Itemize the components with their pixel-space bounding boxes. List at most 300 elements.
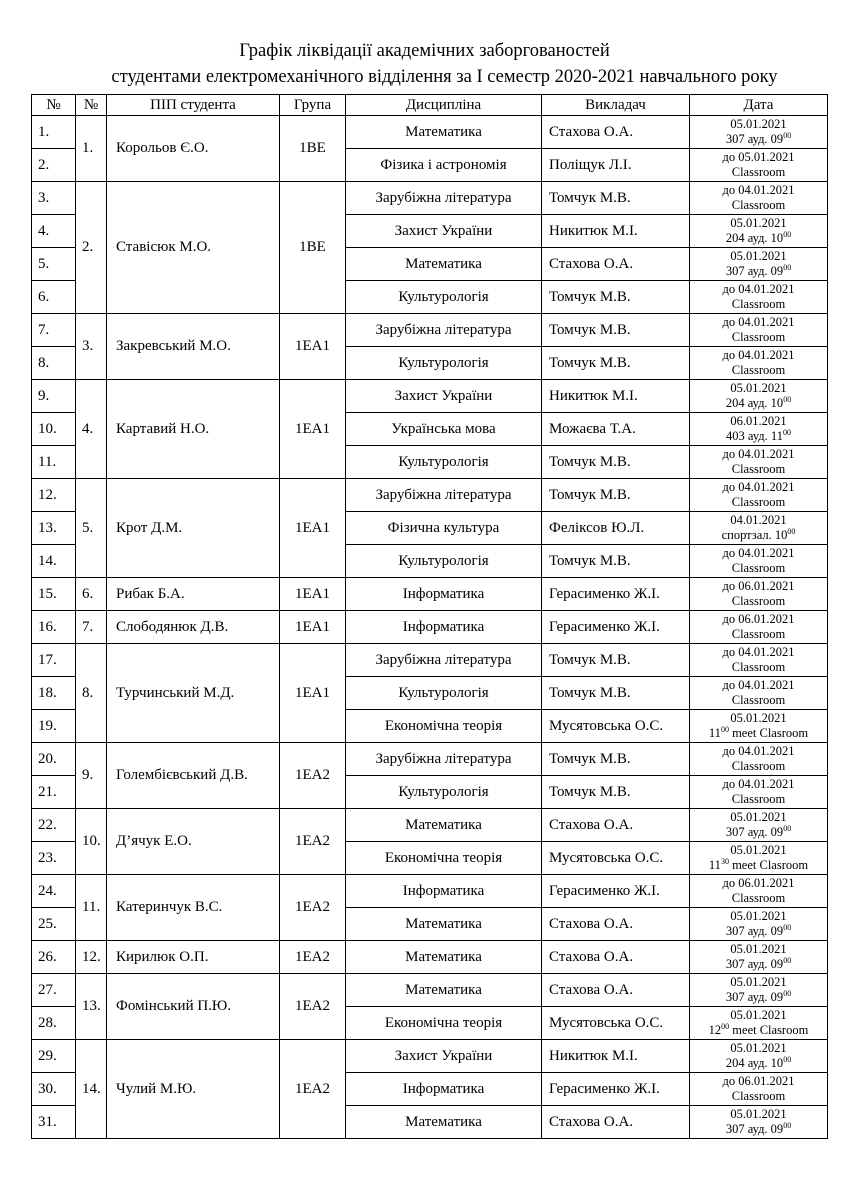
row-number-cell: 3.	[32, 182, 76, 215]
header-teacher: Викладач	[542, 95, 690, 116]
row-number-cell: 18.	[32, 677, 76, 710]
table-header-row	[32, 95, 828, 116]
header-group: Група	[280, 95, 346, 116]
row-number-cell: 11.	[32, 446, 76, 479]
group-cell: 1ЕА2	[280, 1040, 346, 1139]
date-detail-line	[690, 1089, 827, 1104]
date-detail-text: Classroom	[731, 297, 786, 311]
group-cell: 1ВЕ	[280, 182, 346, 314]
teacher-cell: Никитюк М.І.	[542, 215, 690, 248]
date-detail-text: 307 ауд. 09	[725, 924, 784, 938]
date-line: 05.01.2021	[730, 1041, 787, 1055]
row-number-cell: 1.	[32, 116, 76, 149]
date-detail-text: 307 ауд. 09	[725, 264, 784, 278]
date-detail-line	[690, 792, 827, 807]
date-cell	[690, 578, 828, 611]
date-detail-line	[690, 198, 827, 213]
date-cell	[690, 314, 828, 347]
date-cell	[690, 248, 828, 281]
date-detail-text: Classroom	[731, 792, 786, 806]
date-line: до 04.01.2021	[722, 282, 795, 296]
date-cell	[690, 545, 828, 578]
teacher-cell: Мусятовська О.С.	[542, 842, 690, 875]
date-line: до 05.01.2021	[722, 150, 795, 164]
row-number-cell: 14.	[32, 545, 76, 578]
date-line: 05.01.2021	[730, 117, 787, 131]
date-cell	[690, 875, 828, 908]
date-detail-text: Classroom	[731, 759, 786, 773]
time-minutes: 00	[783, 824, 792, 833]
date-detail-line	[690, 594, 827, 609]
time-minutes: 00	[783, 230, 792, 239]
group-cell: 1ЕА2	[280, 974, 346, 1040]
group-cell: 1ЕА2	[280, 941, 346, 974]
row-number-cell: 28.	[32, 1007, 76, 1040]
date-line: до 04.01.2021	[722, 744, 795, 758]
discipline-cell: Захист України	[346, 380, 542, 413]
group-cell: 1ЕА1	[280, 578, 346, 611]
date-detail-line	[690, 1023, 827, 1038]
discipline-cell: Математика	[346, 248, 542, 281]
row-number-cell: 16.	[32, 611, 76, 644]
date-cell	[690, 479, 828, 512]
group-cell: 1ЕА2	[280, 875, 346, 941]
date-cell	[690, 182, 828, 215]
date-line: до 04.01.2021	[722, 645, 795, 659]
date-detail-line	[690, 660, 827, 675]
group-cell: 1ЕА1	[280, 380, 346, 479]
date-detail-line	[690, 693, 827, 708]
date-detail-text: 307 ауд. 09	[725, 957, 784, 971]
time-minutes: 00	[783, 989, 792, 998]
teacher-cell: Томчук М.В.	[542, 644, 690, 677]
teacher-cell: Стахова О.А.	[542, 941, 690, 974]
teacher-cell: Томчук М.В.	[542, 314, 690, 347]
row-number-cell: 5.	[32, 248, 76, 281]
date-detail-text: Classroom	[731, 594, 786, 608]
date-cell	[690, 413, 828, 446]
row-number-cell: 22.	[32, 809, 76, 842]
group-cell: 1ЕА1	[280, 611, 346, 644]
date-detail-line	[690, 132, 827, 147]
table-row	[32, 479, 828, 512]
date-detail-text: спортзал. 10	[721, 528, 788, 542]
table-row	[32, 182, 828, 215]
discipline-cell: Культурологія	[346, 446, 542, 479]
discipline-cell: Математика	[346, 809, 542, 842]
table-row	[32, 1040, 828, 1073]
table-row	[32, 611, 828, 644]
table-row	[32, 941, 828, 974]
date-cell	[690, 380, 828, 413]
teacher-cell: Томчук М.В.	[542, 776, 690, 809]
header-row-number: №	[32, 95, 76, 116]
date-cell	[690, 116, 828, 149]
table-row	[32, 974, 828, 1007]
date-detail-line	[690, 264, 827, 279]
row-number-cell: 7.	[32, 314, 76, 347]
date-detail-text: 307 ауд. 09	[725, 825, 784, 839]
date-line: до 06.01.2021	[722, 612, 795, 626]
date-detail-suffix: meet Clasroom	[728, 858, 809, 872]
student-number-cell: 1.	[76, 116, 107, 182]
teacher-cell: Томчук М.В.	[542, 347, 690, 380]
discipline-cell: Культурологія	[346, 677, 542, 710]
date-detail-line	[690, 858, 827, 873]
student-name-cell: Фомінський П.Ю.	[107, 974, 280, 1040]
date-cell	[690, 644, 828, 677]
date-detail-text: 12	[708, 1023, 722, 1037]
date-detail-text: 204 ауд. 10	[725, 1056, 784, 1070]
row-number-cell: 2.	[32, 149, 76, 182]
student-number-cell: 11.	[76, 875, 107, 941]
table-row	[32, 314, 828, 347]
date-detail-text: Classroom	[731, 1089, 786, 1103]
teacher-cell: Томчук М.В.	[542, 743, 690, 776]
date-cell	[690, 1073, 828, 1106]
date-detail-line	[690, 726, 827, 741]
date-detail-line	[690, 165, 827, 180]
teacher-cell: Стахова О.А.	[542, 974, 690, 1007]
student-name-cell: Слободянюк Д.В.	[107, 611, 280, 644]
discipline-cell: Математика	[346, 116, 542, 149]
discipline-cell: Культурологія	[346, 776, 542, 809]
teacher-cell: Мусятовська О.С.	[542, 1007, 690, 1040]
date-line: 05.01.2021	[730, 942, 787, 956]
date-detail-text: Classroom	[731, 462, 786, 476]
teacher-cell: Стахова О.А.	[542, 908, 690, 941]
date-line: 05.01.2021	[730, 975, 787, 989]
group-cell: 1ЕА2	[280, 743, 346, 809]
discipline-cell: Захист України	[346, 1040, 542, 1073]
date-line: 05.01.2021	[730, 216, 787, 230]
table-body	[32, 116, 828, 1139]
table-row	[32, 875, 828, 908]
student-name-cell: Катеринчук В.С.	[107, 875, 280, 941]
date-cell	[690, 974, 828, 1007]
date-detail-line	[690, 528, 827, 543]
row-number-cell: 12.	[32, 479, 76, 512]
discipline-cell: Математика	[346, 908, 542, 941]
student-name-cell: Корольов Є.О.	[107, 116, 280, 182]
date-cell	[690, 446, 828, 479]
row-number-cell: 30.	[32, 1073, 76, 1106]
time-minutes: 00	[783, 263, 792, 272]
schedule-table	[31, 94, 828, 1139]
teacher-cell: Поліщук Л.І.	[542, 149, 690, 182]
teacher-cell: Герасименко Ж.І.	[542, 1073, 690, 1106]
teacher-cell: Томчук М.В.	[542, 545, 690, 578]
teacher-cell: Стахова О.А.	[542, 116, 690, 149]
date-detail-text: 11	[708, 726, 721, 740]
teacher-cell: Стахова О.А.	[542, 248, 690, 281]
header-student-number: №	[76, 95, 107, 116]
discipline-cell: Економічна теорія	[346, 842, 542, 875]
date-cell	[690, 215, 828, 248]
time-minutes: 00	[783, 923, 792, 932]
date-detail-line	[690, 297, 827, 312]
teacher-cell: Герасименко Ж.І.	[542, 875, 690, 908]
date-detail-line	[690, 990, 827, 1005]
date-cell	[690, 1040, 828, 1073]
date-line: до 04.01.2021	[722, 183, 795, 197]
row-number-cell: 24.	[32, 875, 76, 908]
header-student-name: ПІП студента	[107, 95, 280, 116]
student-number-cell: 13.	[76, 974, 107, 1040]
student-number-cell: 7.	[76, 611, 107, 644]
document-title-line1: Графік ліквідації академічних заборгованостей	[239, 41, 610, 61]
date-detail-text: Classroom	[731, 330, 786, 344]
student-number-cell: 2.	[76, 182, 107, 314]
time-minutes: 00	[782, 428, 791, 437]
date-line: 05.01.2021	[730, 810, 787, 824]
header-date: Дата	[690, 95, 828, 116]
row-number-cell: 21.	[32, 776, 76, 809]
date-detail-line	[690, 759, 827, 774]
date-detail-text: 307 ауд. 09	[725, 1122, 784, 1136]
student-name-cell: Д’ячук Е.О.	[107, 809, 280, 875]
student-number-cell: 9.	[76, 743, 107, 809]
date-detail-line	[690, 363, 827, 378]
time-minutes: 00	[783, 1055, 792, 1064]
date-detail-text: 204 ауд. 10	[725, 231, 784, 245]
date-cell	[690, 281, 828, 314]
date-cell	[690, 776, 828, 809]
date-line: 05.01.2021	[730, 711, 787, 725]
row-number-cell: 9.	[32, 380, 76, 413]
date-detail-text: 11	[708, 858, 721, 872]
date-detail-line	[690, 891, 827, 906]
date-cell	[690, 347, 828, 380]
time-minutes: 00	[783, 956, 792, 965]
discipline-cell: Зарубіжна література	[346, 314, 542, 347]
date-cell	[690, 941, 828, 974]
date-cell	[690, 677, 828, 710]
student-number-cell: 4.	[76, 380, 107, 479]
group-cell: 1ЕА1	[280, 644, 346, 743]
date-detail-line	[690, 561, 827, 576]
date-detail-text: 307 ауд. 09	[725, 132, 784, 146]
discipline-cell: Культурологія	[346, 281, 542, 314]
discipline-cell: Математика	[346, 974, 542, 1007]
date-detail-line	[690, 429, 827, 444]
date-cell	[690, 809, 828, 842]
teacher-cell: Томчук М.В.	[542, 182, 690, 215]
date-detail-text: 307 ауд. 09	[725, 990, 784, 1004]
group-cell: 1ЕА1	[280, 479, 346, 578]
date-detail-text: Classroom	[731, 891, 786, 905]
table-row	[32, 116, 828, 149]
date-line: 05.01.2021	[730, 381, 787, 395]
discipline-cell: Інформатика	[346, 578, 542, 611]
table-row	[32, 743, 828, 776]
date-line: до 04.01.2021	[722, 480, 795, 494]
discipline-cell: Економічна теорія	[346, 710, 542, 743]
student-number-cell: 12.	[76, 941, 107, 974]
discipline-cell: Інформатика	[346, 875, 542, 908]
student-name-cell: Картавий Н.О.	[107, 380, 280, 479]
date-detail-line	[690, 396, 827, 411]
student-name-cell: Закревський М.О.	[107, 314, 280, 380]
teacher-cell: Стахова О.А.	[542, 809, 690, 842]
discipline-cell: Культурологія	[346, 545, 542, 578]
table-row	[32, 380, 828, 413]
time-minutes: 00	[783, 1121, 792, 1130]
student-number-cell: 6.	[76, 578, 107, 611]
row-number-cell: 25.	[32, 908, 76, 941]
date-line: 05.01.2021	[730, 909, 787, 923]
teacher-cell: Никитюк М.І.	[542, 1040, 690, 1073]
teacher-cell: Томчук М.В.	[542, 281, 690, 314]
time-minutes: 00	[787, 527, 796, 536]
date-line: до 06.01.2021	[722, 579, 795, 593]
discipline-cell: Фізична культура	[346, 512, 542, 545]
date-line: до 04.01.2021	[722, 447, 795, 461]
date-line: 05.01.2021	[730, 249, 787, 263]
student-number-cell: 3.	[76, 314, 107, 380]
table-row	[32, 578, 828, 611]
date-line: до 04.01.2021	[722, 678, 795, 692]
time-minutes: 00	[783, 395, 792, 404]
row-number-cell: 15.	[32, 578, 76, 611]
discipline-cell: Фізика і астрономія	[346, 149, 542, 182]
date-detail-text: Classroom	[731, 561, 786, 575]
date-detail-text: Classroom	[731, 627, 786, 641]
student-name-cell: Чулий М.Ю.	[107, 1040, 280, 1139]
date-detail-line	[690, 1122, 827, 1137]
date-cell	[690, 611, 828, 644]
date-detail-text: Classroom	[731, 165, 786, 179]
discipline-cell: Економічна теорія	[346, 1007, 542, 1040]
discipline-cell: Українська мова	[346, 413, 542, 446]
date-cell	[690, 149, 828, 182]
document-title-line2: студентами електромеханічного відділення за I семестр 2020-2021 навчального року	[111, 67, 778, 87]
date-line: 05.01.2021	[730, 1008, 787, 1022]
date-detail-text: Classroom	[731, 693, 786, 707]
date-detail-line	[690, 495, 827, 510]
date-detail-suffix: meet Clasroom	[729, 1023, 809, 1037]
row-number-cell: 27.	[32, 974, 76, 1007]
date-detail-text: Classroom	[731, 363, 786, 377]
student-name-cell: Голембієвський Д.В.	[107, 743, 280, 809]
date-line: до 04.01.2021	[722, 777, 795, 791]
row-number-cell: 10.	[32, 413, 76, 446]
time-minutes: 30	[720, 857, 729, 866]
discipline-cell: Зарубіжна література	[346, 182, 542, 215]
student-number-cell: 5.	[76, 479, 107, 578]
date-line: до 06.01.2021	[722, 1074, 795, 1088]
date-detail-line	[690, 1056, 827, 1071]
date-detail-line	[690, 924, 827, 939]
student-number-cell: 14.	[76, 1040, 107, 1139]
discipline-cell: Математика	[346, 1106, 542, 1139]
teacher-cell: Томчук М.В.	[542, 677, 690, 710]
teacher-cell: Герасименко Ж.І.	[542, 611, 690, 644]
date-detail-text: 403 ауд. 11	[726, 429, 783, 443]
date-detail-text: Classroom	[731, 495, 786, 509]
discipline-cell: Захист України	[346, 215, 542, 248]
date-detail-line	[690, 957, 827, 972]
teacher-cell: Томчук М.В.	[542, 479, 690, 512]
group-cell: 1ЕА1	[280, 314, 346, 380]
date-line: 06.01.2021	[730, 414, 787, 428]
date-detail-line	[690, 231, 827, 246]
date-cell	[690, 842, 828, 875]
table-row	[32, 809, 828, 842]
discipline-cell: Зарубіжна література	[346, 479, 542, 512]
discipline-cell: Математика	[346, 941, 542, 974]
teacher-cell: Герасименко Ж.І.	[542, 578, 690, 611]
discipline-cell: Зарубіжна література	[346, 644, 542, 677]
date-cell	[690, 908, 828, 941]
date-line: до 04.01.2021	[722, 546, 795, 560]
student-name-cell: Рибак Б.А.	[107, 578, 280, 611]
discipline-cell: Культурологія	[346, 347, 542, 380]
table-row	[32, 644, 828, 677]
teacher-cell: Стахова О.А.	[542, 1106, 690, 1139]
teacher-cell: Можаєва Т.А.	[542, 413, 690, 446]
student-name-cell: Ставісюк М.О.	[107, 182, 280, 314]
row-number-cell: 4.	[32, 215, 76, 248]
time-minutes: 00	[721, 1022, 730, 1031]
row-number-cell: 23.	[32, 842, 76, 875]
discipline-cell: Зарубіжна література	[346, 743, 542, 776]
row-number-cell: 8.	[32, 347, 76, 380]
date-detail-text: 204 ауд. 10	[725, 396, 784, 410]
date-cell	[690, 1106, 828, 1139]
date-detail-text: Classroom	[731, 198, 786, 212]
date-line: до 06.01.2021	[722, 876, 795, 890]
date-cell	[690, 512, 828, 545]
teacher-cell: Томчук М.В.	[542, 446, 690, 479]
date-detail-line	[690, 462, 827, 477]
student-name-cell: Крот Д.М.	[107, 479, 280, 578]
time-minutes: 00	[720, 725, 729, 734]
row-number-cell: 17.	[32, 644, 76, 677]
row-number-cell: 31.	[32, 1106, 76, 1139]
date-cell	[690, 743, 828, 776]
student-number-cell: 10.	[76, 809, 107, 875]
discipline-cell: Інформатика	[346, 611, 542, 644]
teacher-cell: Никитюк М.І.	[542, 380, 690, 413]
student-number-cell: 8.	[76, 644, 107, 743]
row-number-cell: 13.	[32, 512, 76, 545]
row-number-cell: 26.	[32, 941, 76, 974]
date-line: 05.01.2021	[730, 843, 787, 857]
group-cell: 1ЕА2	[280, 809, 346, 875]
date-line: до 04.01.2021	[722, 348, 795, 362]
date-line: 04.01.2021	[730, 513, 787, 527]
date-cell	[690, 1007, 828, 1040]
group-cell: 1ВЕ	[280, 116, 346, 182]
time-minutes: 00	[783, 131, 792, 140]
teacher-cell: Феліксов Ю.Л.	[542, 512, 690, 545]
student-name-cell: Кирилюк О.П.	[107, 941, 280, 974]
date-cell	[690, 710, 828, 743]
date-detail-text: Classroom	[731, 660, 786, 674]
date-line: до 04.01.2021	[722, 315, 795, 329]
date-detail-line	[690, 825, 827, 840]
row-number-cell: 20.	[32, 743, 76, 776]
date-detail-suffix: meet Clasroom	[728, 726, 809, 740]
teacher-cell: Мусятовська О.С.	[542, 710, 690, 743]
row-number-cell: 29.	[32, 1040, 76, 1073]
date-detail-line	[690, 330, 827, 345]
row-number-cell: 19.	[32, 710, 76, 743]
student-name-cell: Турчинський М.Д.	[107, 644, 280, 743]
row-number-cell: 6.	[32, 281, 76, 314]
date-detail-line	[690, 627, 827, 642]
